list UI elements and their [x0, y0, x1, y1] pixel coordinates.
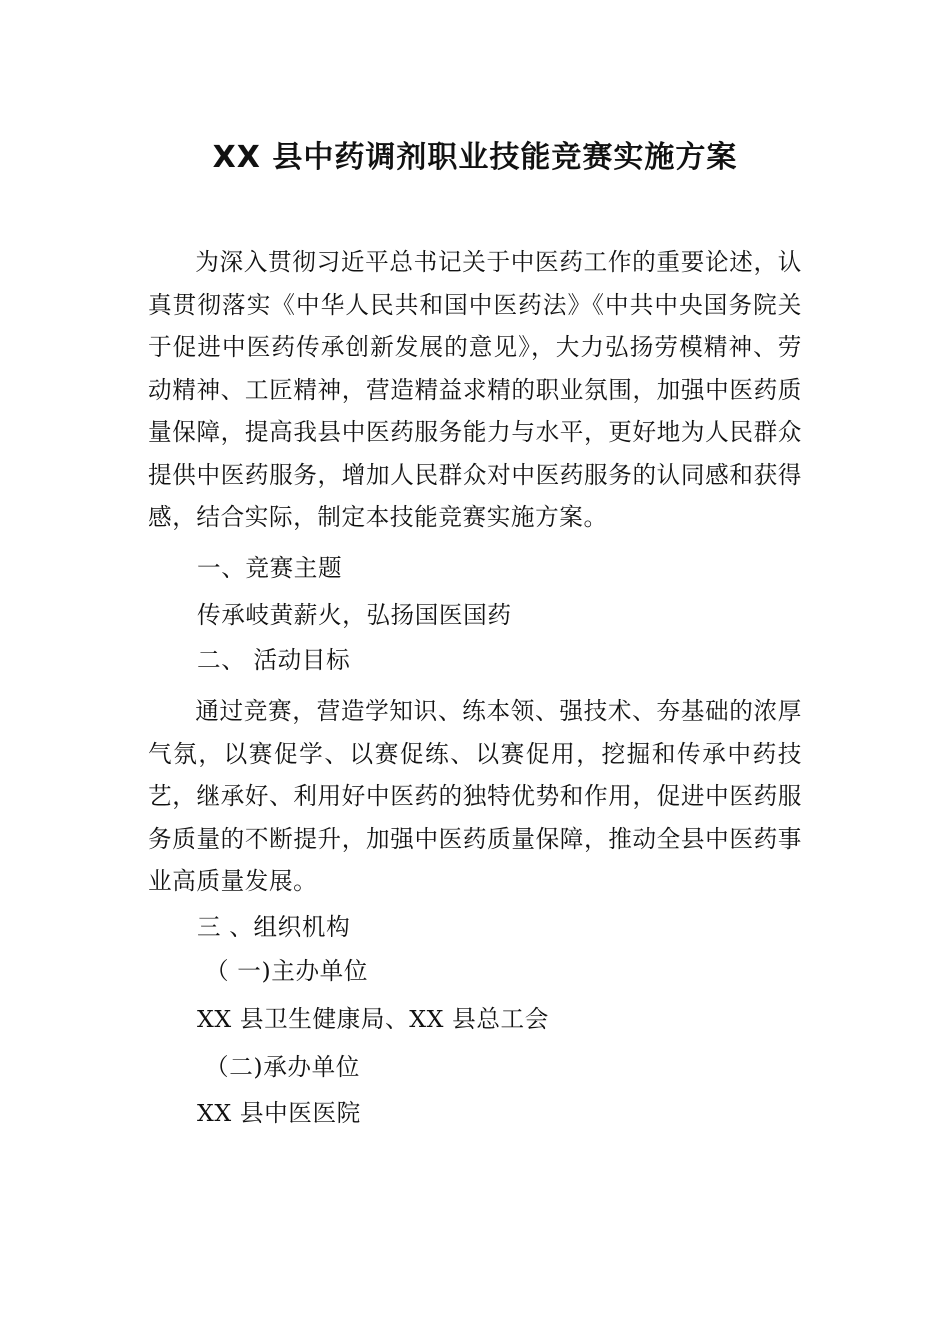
section-content-goals: 通过竞赛，营造学知识、练本领、强技术、夯基础的浓厚气氛，以赛促学、以赛促练、以赛促用，挖掘和传承中药技艺，继承好、利用好中医药的独特优势和作用，促进中医药服务质量的不断提升，加强中医药质量保障，推动全县中医药事业高质量发展。 — [148, 697, 802, 895]
section-heading-goals: 二、 活动目标 — [197, 646, 351, 674]
subsection-heading-host: （ 一)主办单位 — [205, 957, 369, 985]
section-content-theme: 传承岐黄薪火，弘扬国医国药 — [197, 601, 512, 629]
document-title: XX 县中药调剂职业技能竞赛实施方案 — [212, 140, 738, 175]
section-heading-organization: 三 、组织机构 — [197, 913, 351, 941]
section-content-goals-wrapper — [148, 690, 802, 903]
section-heading-theme: 一、竞赛主题 — [197, 554, 343, 582]
subsection-heading-organizer: （二)承办单位 — [205, 1053, 360, 1081]
intro-paragraph — [148, 241, 802, 539]
subsection-content-host: XX 县卫生健康局、XX 县总工会 — [197, 1005, 549, 1033]
subsection-content-organizer: XX 县中医医院 — [197, 1099, 361, 1127]
intro-text: 为深入贯彻习近平总书记关于中医药工作的重要论述，认真贯彻落实《中华人民共和国中医药法》《中共中央国务院关于促进中医药传承创新发展的意见》，大力弘扬劳模精神、劳动精神、工匠精神，营造精益求精的职业氛围，加强中医药质量保障，提高我县中医药服务能力与水平，更好地为人民群众提供中医药服务，增加人民群众对中医药服务的认同感和获得感，结合实际，制定本技能竞赛实施方案。 — [148, 248, 802, 531]
